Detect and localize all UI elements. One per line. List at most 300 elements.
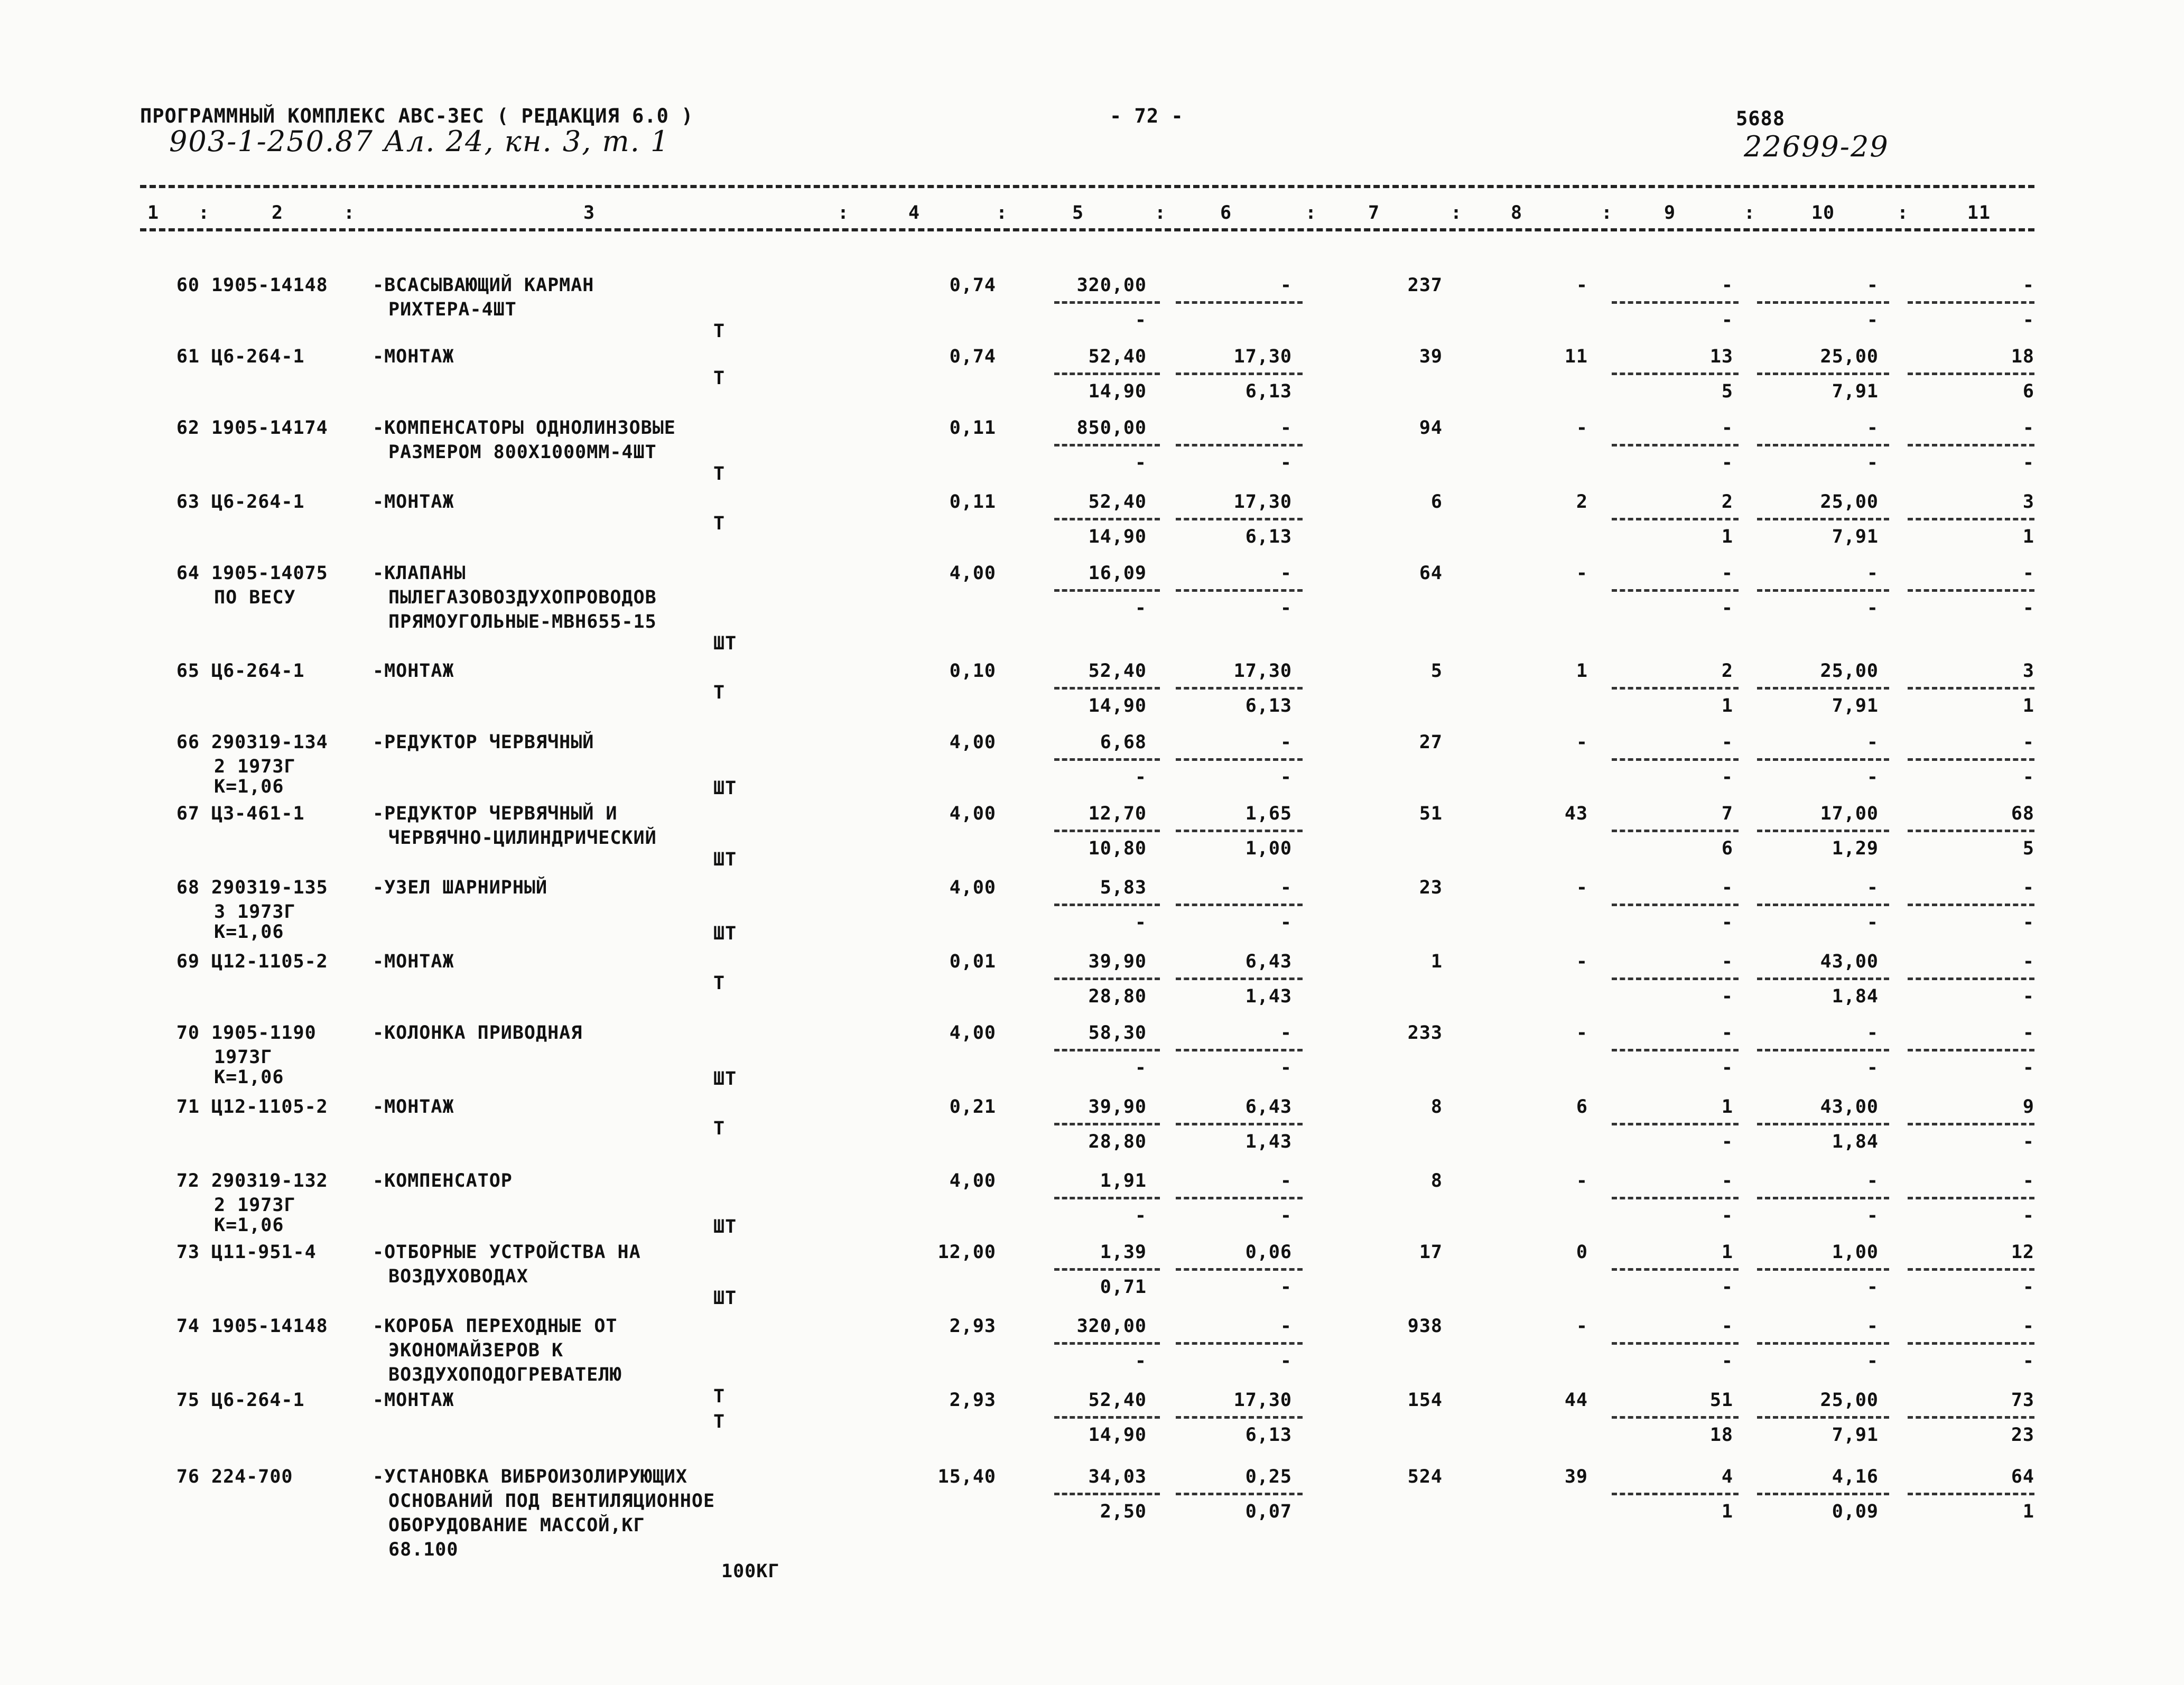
row-col11-sub: 5: [2022, 838, 2034, 859]
row-col10-sub: -: [1866, 1277, 1879, 1298]
row-col9: 51: [1709, 1390, 1733, 1411]
row-col10-sub: -: [1866, 310, 1879, 331]
cell-divider: [1176, 687, 1303, 690]
row-col10-sub: -: [1866, 767, 1879, 788]
row-description: -КОРОБА ПЕРЕХОДНЫЕ ОТ: [373, 1316, 618, 1337]
row-wages: 43: [1564, 803, 1588, 824]
row-col11: 18: [2011, 346, 2034, 367]
row-col11-sub: 1: [2022, 695, 2034, 716]
row-number: 61: [176, 346, 200, 367]
row-wage-cost: 1,65: [1245, 803, 1292, 824]
row-wage-cost: 17,30: [1233, 1390, 1292, 1411]
row-unit-cost-sub: 28,80: [1088, 1131, 1147, 1152]
row-description: -УЗЕЛ ШАРНИРНЫЙ: [373, 877, 548, 898]
row-unit-cost-sub: 14,90: [1088, 1425, 1147, 1446]
row-col11: -: [2022, 877, 2034, 898]
row-code-note: ПО ВЕСУ: [214, 587, 296, 608]
column-header-3: 3: [583, 202, 596, 224]
cell-divider: [1176, 904, 1303, 906]
column-header-11: 11: [1967, 202, 1991, 224]
row-unit: Т: [713, 513, 726, 534]
cell-divider: [1757, 373, 1889, 375]
row-description: ВОЗДУХОПОДОГРЕВАТЕЛЮ: [388, 1364, 622, 1385]
row-wage-cost-sub: 6,13: [1245, 1425, 1292, 1446]
row-col11: 12: [2011, 1242, 2034, 1263]
cell-divider: [1176, 1049, 1303, 1051]
row-unit-cost-sub: 14,90: [1088, 526, 1147, 547]
row-wages: -: [1576, 275, 1588, 296]
cell-divider: [1054, 978, 1160, 980]
column-separator: :: [198, 202, 210, 224]
row-col9: 7: [1721, 803, 1733, 824]
cell-divider: [1176, 830, 1303, 832]
row-wage-cost: 0,06: [1245, 1242, 1292, 1263]
row-total: 233: [1407, 1022, 1443, 1044]
row-unit-cost-sub: 14,90: [1088, 695, 1147, 716]
cell-divider: [1612, 758, 1739, 761]
cell-divider: [1054, 687, 1160, 690]
column-separator: :: [1897, 202, 1909, 224]
row-col11-sub: 1: [2022, 1501, 2034, 1522]
row-unit-cost: 5,83: [1100, 877, 1147, 898]
row-col10-sub: 7,91: [1832, 1425, 1879, 1446]
column-header-7: 7: [1368, 202, 1380, 224]
cell-divider: [1908, 978, 2034, 980]
row-number: 71: [176, 1096, 200, 1118]
row-col9: -: [1721, 732, 1733, 753]
column-separator: :: [1305, 202, 1317, 224]
row-total: 237: [1407, 275, 1443, 296]
row-description: -МОНТАЖ: [373, 1390, 454, 1411]
cell-divider: [1612, 1493, 1739, 1495]
row-col9: 1: [1721, 1242, 1733, 1263]
row-col11-sub: -: [2022, 1131, 2034, 1152]
row-unit: Т: [713, 1118, 726, 1139]
row-wage-cost-sub: -: [1280, 452, 1292, 473]
row-col9: -: [1721, 417, 1733, 439]
cell-divider: [1757, 301, 1889, 304]
row-col9: 13: [1709, 346, 1733, 367]
row-unit-cost-sub: 28,80: [1088, 986, 1147, 1007]
row-description: -КЛАПАНЫ: [373, 563, 466, 584]
row-code: Ц6-264-1: [211, 1390, 305, 1411]
cell-divider: [1612, 1416, 1739, 1419]
row-wage-cost-sub: -: [1280, 912, 1292, 933]
row-wages: -: [1576, 1022, 1588, 1044]
row-col9-sub: -: [1721, 1277, 1733, 1298]
row-wage-cost: 17,30: [1233, 660, 1292, 682]
row-code-note: 2 1973Г: [214, 756, 296, 777]
column-separator: :: [343, 202, 356, 224]
row-wage-cost-sub: -: [1280, 1351, 1292, 1372]
row-col9: -: [1721, 563, 1733, 584]
cell-divider: [1054, 373, 1160, 375]
cell-divider: [1612, 1197, 1739, 1199]
column-separator: :: [1601, 202, 1613, 224]
cell-divider: [1908, 518, 2034, 520]
row-wages: -: [1576, 732, 1588, 753]
cell-divider: [1054, 444, 1160, 446]
row-description: ВОЗДУХОВОДАХ: [388, 1266, 528, 1287]
row-unit-cost-sub: -: [1135, 1205, 1147, 1226]
row-wage-cost: -: [1280, 1170, 1292, 1191]
row-unit-cost: 16,09: [1088, 563, 1147, 584]
row-description: -УСТАНОВКА ВИБРОИЗОЛИРУЮЩИХ: [373, 1466, 687, 1487]
row-col9-sub: 5: [1721, 381, 1733, 402]
row-col11: -: [2022, 951, 2034, 972]
row-col10-sub: 7,91: [1832, 695, 1879, 716]
page-number: - 72 -: [1110, 105, 1184, 127]
row-col11: -: [2022, 1022, 2034, 1044]
row-col11-sub: 1: [2022, 526, 2034, 547]
row-col10-sub: -: [1866, 452, 1879, 473]
row-wage-cost: 17,30: [1233, 346, 1292, 367]
cell-divider: [1908, 1049, 2034, 1051]
row-col9-sub: 18: [1709, 1425, 1733, 1446]
row-wages: 11: [1564, 346, 1588, 367]
cell-divider: [1176, 1416, 1303, 1419]
row-quantity: 0,21: [949, 1096, 996, 1118]
row-col10: 43,00: [1820, 1096, 1879, 1118]
cell-divider: [1054, 1123, 1160, 1125]
row-description: -КОЛОНКА ПРИВОДНАЯ: [373, 1022, 583, 1044]
column-header-5: 5: [1072, 202, 1084, 224]
row-col10: 25,00: [1820, 1390, 1879, 1411]
row-col11: 9: [2022, 1096, 2034, 1118]
row-wages: 44: [1564, 1390, 1588, 1411]
handwritten-number: 22699-29: [1744, 130, 1889, 163]
cell-divider: [1612, 1342, 1739, 1345]
row-code: Ц12-1105-2: [211, 951, 328, 972]
row-code: Ц11-951-4: [211, 1242, 317, 1263]
cell-divider: [1908, 373, 2034, 375]
row-unit-cost-sub: -: [1135, 1351, 1147, 1372]
row-wage-cost: 17,30: [1233, 491, 1292, 513]
cell-divider: [1176, 1123, 1303, 1125]
row-unit-cost: 6,68: [1100, 732, 1147, 753]
cell-divider: [1908, 758, 2034, 761]
row-col11: -: [2022, 563, 2034, 584]
row-total: 94: [1419, 417, 1443, 439]
cell-divider: [1757, 1197, 1889, 1199]
header-rule-top: [140, 185, 2034, 188]
row-wages: 6: [1576, 1096, 1588, 1118]
row-unit-cost: 52,40: [1088, 660, 1147, 682]
cell-divider: [1757, 1049, 1889, 1051]
column-header-2: 2: [271, 202, 284, 224]
row-wages: -: [1576, 563, 1588, 584]
column-header-10: 10: [1811, 202, 1835, 224]
row-unit-cost-sub: -: [1135, 912, 1147, 933]
row-col9-sub: 1: [1721, 1501, 1733, 1522]
row-col9-sub: 1: [1721, 526, 1733, 547]
row-quantity: 12,00: [937, 1242, 996, 1263]
cell-divider: [1757, 758, 1889, 761]
row-total: 23: [1419, 877, 1443, 898]
row-wage-cost: -: [1280, 877, 1292, 898]
row-col10: -: [1866, 275, 1879, 296]
cell-divider: [1176, 444, 1303, 446]
row-total: 5: [1430, 660, 1443, 682]
row-col10: 17,00: [1820, 803, 1879, 824]
row-unit-cost: 1,91: [1100, 1170, 1147, 1191]
row-col9: -: [1721, 275, 1733, 296]
row-description: ЭКОНОМАЙЗЕРОВ К: [388, 1340, 564, 1361]
cell-divider: [1757, 1342, 1889, 1345]
row-unit-cost: 320,00: [1076, 1316, 1147, 1337]
row-quantity: 4,00: [949, 877, 996, 898]
row-unit: Т: [713, 1411, 726, 1432]
cell-divider: [1612, 978, 1739, 980]
row-description: ОБОРУДОВАНИЕ МАССОЙ,КГ: [388, 1515, 645, 1536]
cell-divider: [1612, 1123, 1739, 1125]
row-col9-sub: -: [1721, 598, 1733, 619]
row-col11-sub: -: [2022, 1057, 2034, 1078]
row-wages: 1: [1576, 660, 1588, 682]
row-col11-sub: 6: [2022, 381, 2034, 402]
cell-divider: [1612, 1049, 1739, 1051]
row-col10: -: [1866, 563, 1879, 584]
column-header-9: 9: [1663, 202, 1676, 224]
row-col11-sub: -: [2022, 1205, 2034, 1226]
row-wage-cost: -: [1280, 1022, 1292, 1044]
row-number: 63: [176, 491, 200, 513]
column-header-1: 1: [147, 202, 160, 224]
row-col9-sub: -: [1721, 1057, 1733, 1078]
cell-divider: [1757, 1268, 1889, 1271]
row-total: 6: [1430, 491, 1443, 513]
row-wages: -: [1576, 417, 1588, 439]
cell-divider: [1908, 830, 2034, 832]
row-col11: 73: [2011, 1390, 2034, 1411]
cell-divider: [1908, 1268, 2034, 1271]
cell-divider: [1612, 373, 1739, 375]
row-wage-cost-sub: -: [1280, 767, 1292, 788]
row-number: 69: [176, 951, 200, 972]
row-number: 60: [176, 275, 200, 296]
row-number: 68: [176, 877, 200, 898]
row-quantity: 4,00: [949, 732, 996, 753]
cell-divider: [1054, 1493, 1160, 1495]
cell-divider: [1054, 1416, 1160, 1419]
row-wage-cost: -: [1280, 1316, 1292, 1337]
cell-divider: [1612, 687, 1739, 690]
row-wage-cost-sub: 1,43: [1245, 1131, 1292, 1152]
column-header-8: 8: [1510, 202, 1523, 224]
row-quantity: 4,00: [949, 803, 996, 824]
row-description: -МОНТАЖ: [373, 660, 454, 682]
row-unit: Т: [713, 321, 726, 342]
row-wage-cost: -: [1280, 417, 1292, 439]
cell-divider: [1054, 589, 1160, 592]
row-code-note: 1973Г: [214, 1047, 273, 1068]
row-col11-sub: -: [2022, 986, 2034, 1007]
column-separator: :: [1155, 202, 1167, 224]
row-wages: 39: [1564, 1466, 1588, 1487]
row-quantity: 4,00: [949, 1170, 996, 1191]
row-code: 1905-14148: [211, 1316, 328, 1337]
row-unit: ШТ: [713, 849, 737, 870]
row-col11: -: [2022, 275, 2034, 296]
cell-divider: [1908, 1342, 2034, 1345]
row-unit-cost: 52,40: [1088, 1390, 1147, 1411]
row-col10-sub: 0,09: [1832, 1501, 1879, 1522]
row-unit-cost: 39,90: [1088, 1096, 1147, 1118]
row-total: 524: [1407, 1466, 1443, 1487]
row-total: 27: [1419, 732, 1443, 753]
row-unit: ШТ: [713, 923, 737, 944]
row-wages: -: [1576, 1316, 1588, 1337]
row-total: 39: [1419, 346, 1443, 367]
row-number: 67: [176, 803, 200, 824]
row-quantity: 4,00: [949, 563, 996, 584]
row-col10: -: [1866, 732, 1879, 753]
row-unit-cost-sub: -: [1135, 767, 1147, 788]
row-wage-cost: 0,25: [1245, 1466, 1292, 1487]
row-wage-cost-sub: 6,13: [1245, 526, 1292, 547]
row-unit: ШТ: [713, 778, 737, 799]
row-col9-sub: -: [1721, 1131, 1733, 1152]
cell-divider: [1176, 1197, 1303, 1199]
row-total: 64: [1419, 563, 1443, 584]
row-unit-cost: 320,00: [1076, 275, 1147, 296]
row-description: -МОНТАЖ: [373, 951, 454, 972]
column-separator: :: [996, 202, 1008, 224]
row-col10-sub: 1,29: [1832, 838, 1879, 859]
row-description: -РЕДУКТОР ЧЕРВЯЧНЫЙ И: [373, 803, 618, 824]
row-unit-cost-sub: 14,90: [1088, 381, 1147, 402]
row-unit: ШТ: [713, 1216, 737, 1237]
cell-divider: [1176, 758, 1303, 761]
row-number: 76: [176, 1466, 200, 1487]
row-unit-cost: 52,40: [1088, 346, 1147, 367]
row-wage-cost-sub: -: [1280, 1205, 1292, 1226]
cell-divider: [1757, 1493, 1889, 1495]
row-total: 17: [1419, 1242, 1443, 1263]
row-description: -КОМПЕНСАТОР: [373, 1170, 513, 1191]
row-col10: 4,16: [1832, 1466, 1879, 1487]
row-coefficient: К=1,06: [214, 1067, 284, 1088]
row-unit: ШТ: [713, 1068, 737, 1090]
row-coefficient: К=1,06: [214, 1215, 284, 1236]
cell-divider: [1757, 589, 1889, 592]
row-code: 1905-1190: [211, 1022, 317, 1044]
row-col9-sub: -: [1721, 912, 1733, 933]
row-unit-cost-sub: -: [1135, 1057, 1147, 1078]
row-unit: Т: [713, 368, 726, 389]
row-wages: -: [1576, 1170, 1588, 1191]
row-col10: 25,00: [1820, 491, 1879, 513]
row-col11-sub: -: [2022, 767, 2034, 788]
cell-divider: [1612, 830, 1739, 832]
row-unit-cost-sub: -: [1135, 598, 1147, 619]
row-col10: 1,00: [1832, 1242, 1879, 1263]
cell-divider: [1757, 1416, 1889, 1419]
row-col9: 4: [1721, 1466, 1733, 1487]
row-unit-cost: 52,40: [1088, 491, 1147, 513]
row-unit-cost-sub: 0,71: [1100, 1277, 1147, 1298]
column-separator: :: [1744, 202, 1756, 224]
cell-divider: [1757, 518, 1889, 520]
cell-divider: [1908, 1493, 2034, 1495]
row-code: 224-700: [211, 1466, 293, 1487]
row-code: 290319-135: [211, 877, 328, 898]
cell-divider: [1176, 1268, 1303, 1271]
column-separator: :: [1451, 202, 1463, 224]
cell-divider: [1612, 444, 1739, 446]
row-code: Ц6-264-1: [211, 660, 305, 682]
row-col11: 3: [2022, 660, 2034, 682]
row-wage-cost: -: [1280, 563, 1292, 584]
cell-divider: [1054, 1342, 1160, 1345]
row-quantity: 0,10: [949, 660, 996, 682]
row-wages: -: [1576, 877, 1588, 898]
row-quantity: 0,11: [949, 417, 996, 439]
handwritten-reference: 903-1-250.87 Ал. 24, кн. 3, т. 1: [169, 125, 670, 158]
row-description: РИХТЕРА-4ШТ: [388, 299, 517, 320]
row-col10-sub: -: [1866, 1351, 1879, 1372]
cell-divider: [1908, 687, 2034, 690]
cell-divider: [1757, 904, 1889, 906]
row-col11: -: [2022, 417, 2034, 439]
row-description: 68.100: [388, 1539, 459, 1560]
cell-divider: [1612, 518, 1739, 520]
row-col9-sub: -: [1721, 1205, 1733, 1226]
row-number: 74: [176, 1316, 200, 1337]
row-unit: Т: [713, 973, 726, 994]
row-col10: -: [1866, 877, 1879, 898]
cell-divider: [1176, 589, 1303, 592]
row-code: 290319-134: [211, 732, 328, 753]
row-code: 1905-14174: [211, 417, 328, 439]
row-total: 8: [1430, 1096, 1443, 1118]
row-wage-cost-sub: 0,07: [1245, 1501, 1292, 1522]
row-col9: 1: [1721, 1096, 1733, 1118]
cell-divider: [1054, 1268, 1160, 1271]
row-wage-cost-sub: 1,43: [1245, 986, 1292, 1007]
row-col10-sub: -: [1866, 598, 1879, 619]
row-wage-cost-sub: 1,00: [1245, 838, 1292, 859]
row-wage-cost: -: [1280, 732, 1292, 753]
cell-divider: [1908, 301, 2034, 304]
row-col9-sub: -: [1721, 452, 1733, 473]
cell-divider: [1054, 830, 1160, 832]
row-number: 70: [176, 1022, 200, 1044]
row-wages: -: [1576, 951, 1588, 972]
row-description: РАЗМЕРОМ 800Х1000ММ-4ШТ: [388, 442, 657, 463]
row-wage-cost-sub: -: [1280, 598, 1292, 619]
cell-divider: [1054, 1197, 1160, 1199]
row-description: -МОНТАЖ: [373, 1096, 454, 1118]
cell-divider: [1908, 1416, 2034, 1419]
row-quantity: 4,00: [949, 1022, 996, 1044]
row-wages: 0: [1576, 1242, 1588, 1263]
cell-divider: [1176, 978, 1303, 980]
row-col9-sub: -: [1721, 1351, 1733, 1372]
cell-divider: [1612, 301, 1739, 304]
row-description: -МОНТАЖ: [373, 491, 454, 513]
row-description: ОСНОВАНИЙ ПОД ВЕНТИЛЯЦИОННОЕ: [388, 1491, 715, 1512]
cell-divider: [1757, 444, 1889, 446]
row-col11-sub: -: [2022, 310, 2034, 331]
cell-divider: [1908, 444, 2034, 446]
row-description: ЧЕРВЯЧНО-ЦИЛИНДРИЧЕСКИЙ: [388, 827, 657, 849]
row-number: 65: [176, 660, 200, 682]
row-col11-sub: -: [2022, 1351, 2034, 1372]
row-quantity: 0,74: [949, 275, 996, 296]
row-quantity: 0,01: [949, 951, 996, 972]
row-col10: -: [1866, 417, 1879, 439]
